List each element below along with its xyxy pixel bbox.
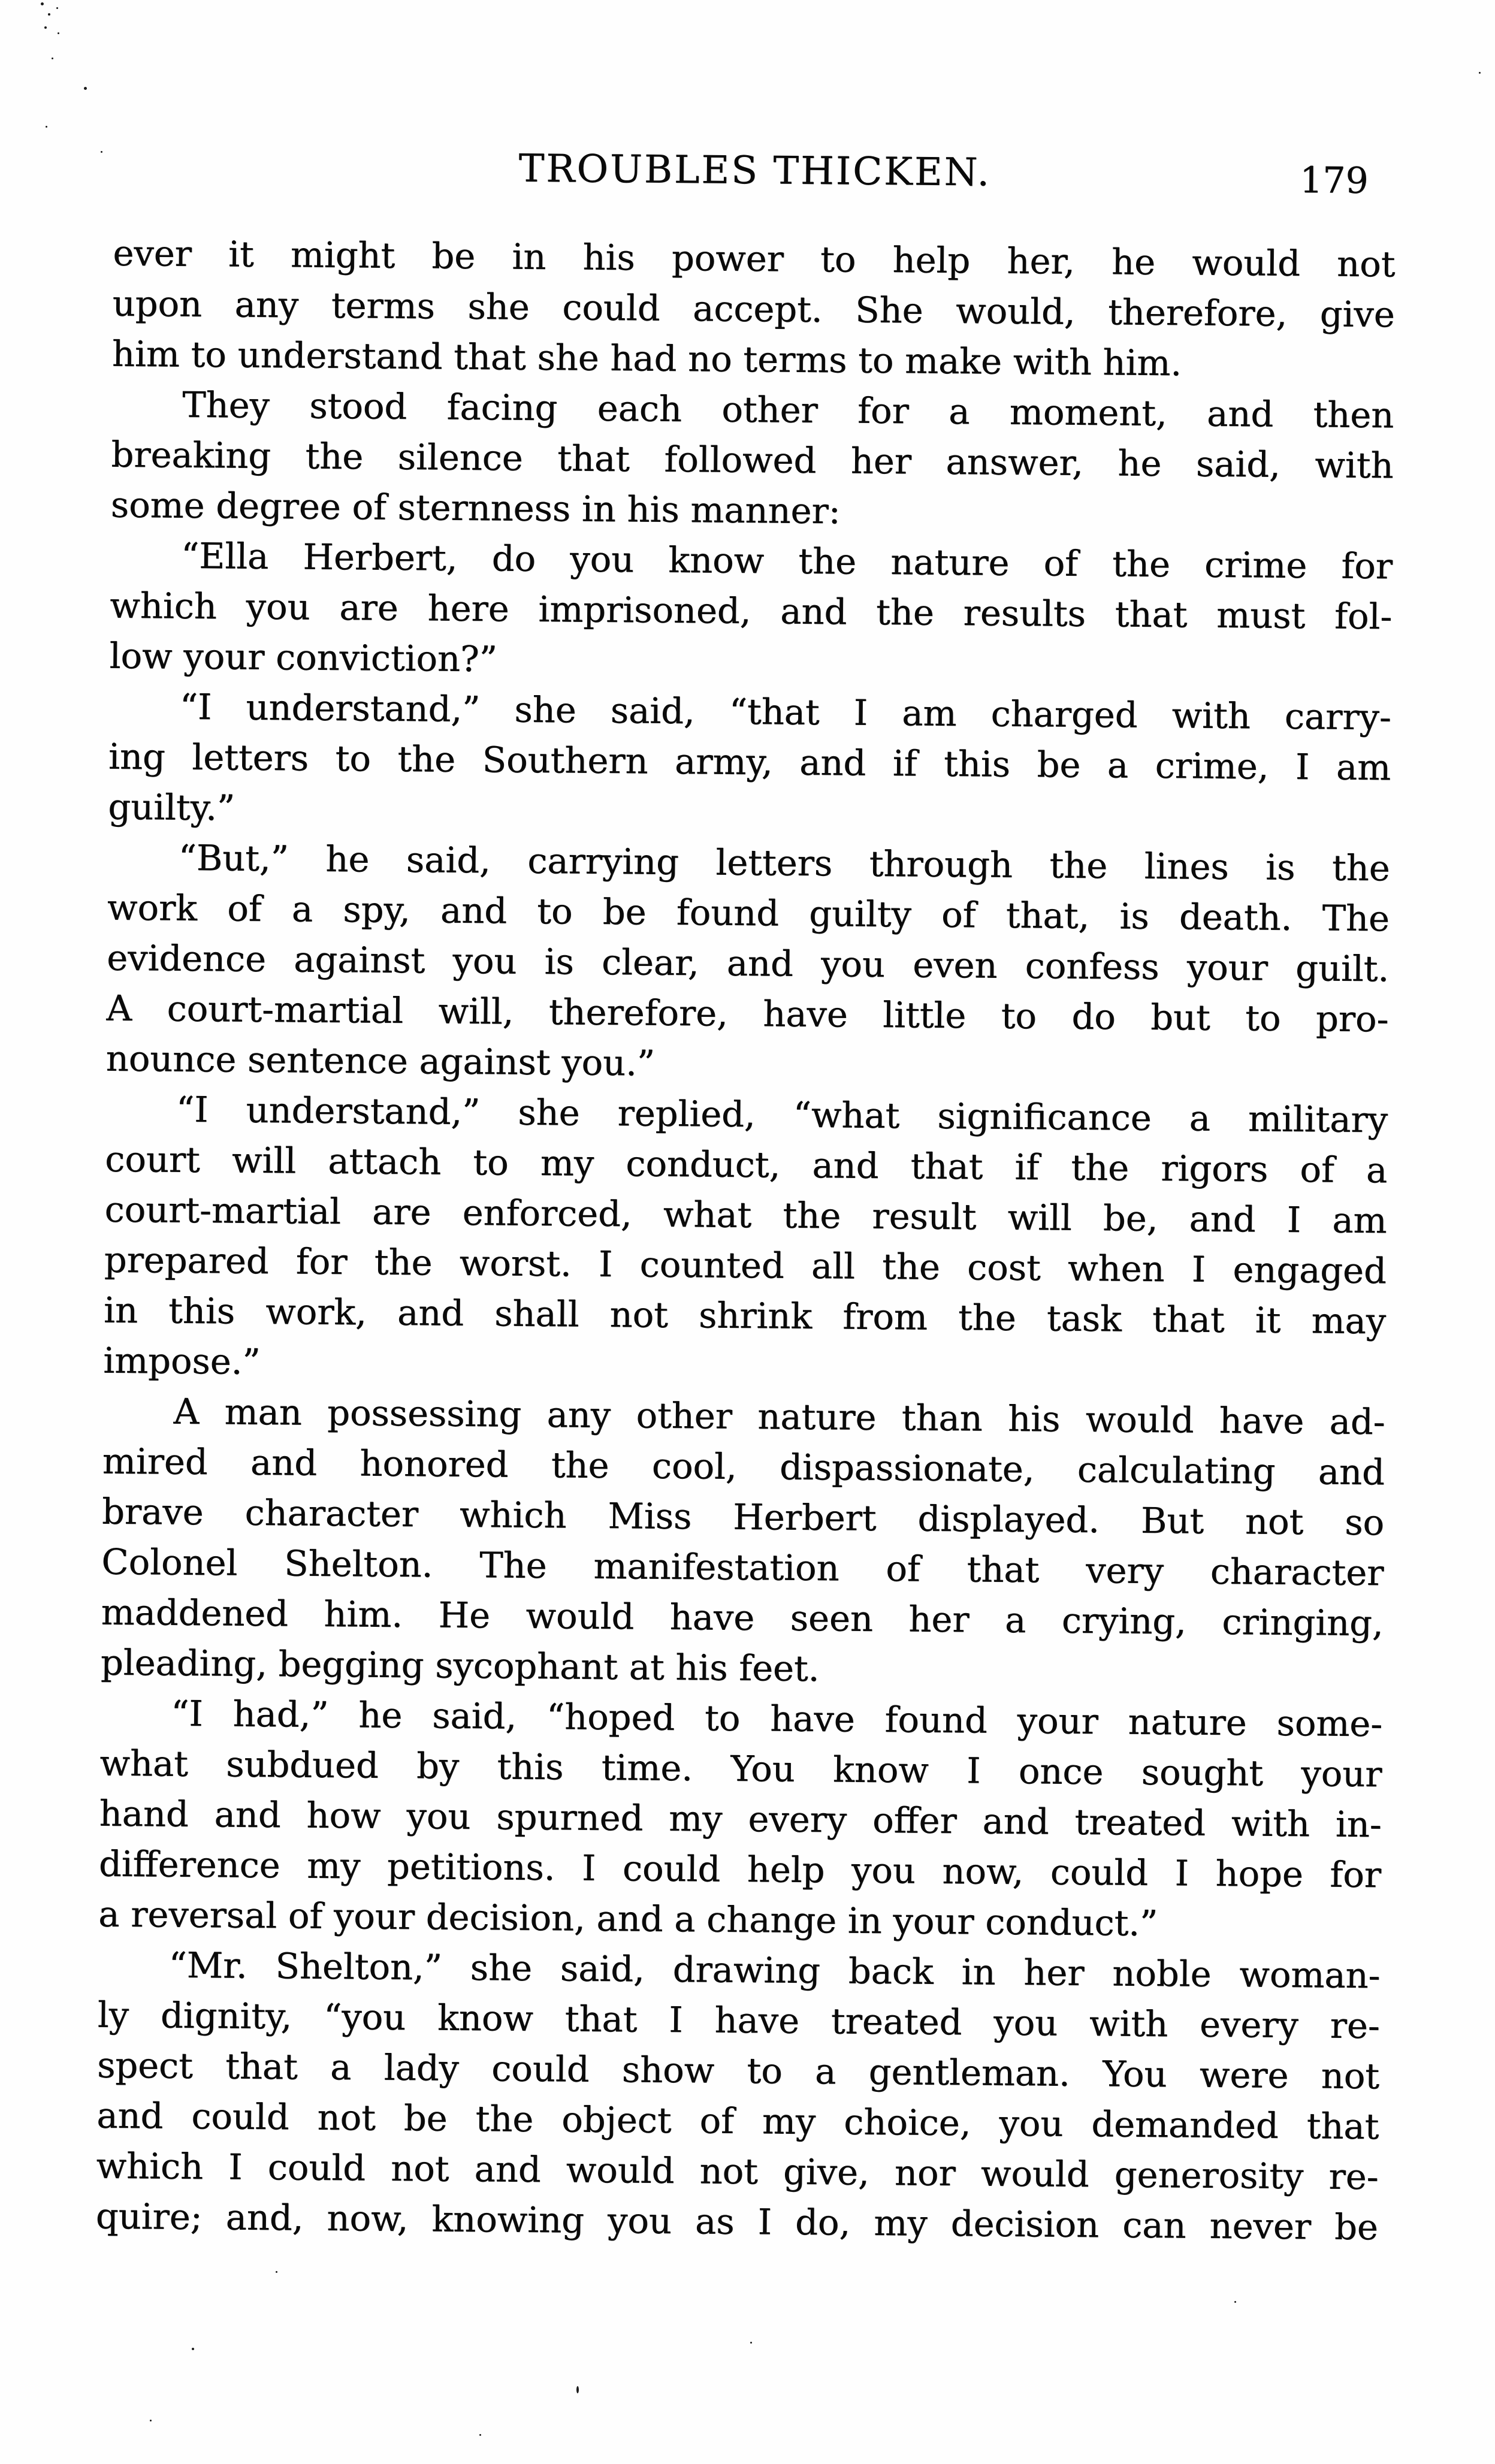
ink-speck (192, 2348, 194, 2350)
text-line: “I had,” he said, “hoped to have found your nature some- (170, 1692, 1383, 1745)
ink-speck (58, 32, 59, 34)
text-line: difference my petitions. I could help you now, could I hope for (98, 1843, 1382, 1896)
paragraph (101, 1386, 1385, 1699)
ink-speck (479, 2434, 481, 2436)
ink-speck (52, 58, 53, 59)
paragraph (105, 832, 1390, 1095)
text-line: prepared for the worst. I counted all the cost when I engaged (104, 1239, 1387, 1292)
text-line: work of a spy, and to be found guilty of that, is death. The (107, 886, 1390, 940)
text-line: They stood facing each other for a moment, and then (182, 384, 1394, 436)
text-line: in this work, and shall not shrink from the task that it may (103, 1289, 1387, 1342)
text-line: ever it might be in his power to help her, he would not (113, 232, 1396, 285)
text-line: brave character which Miss Herbert displayed. But not so (101, 1490, 1385, 1544)
paragraph (109, 530, 1393, 693)
ink-speck (1479, 72, 1481, 74)
ink-speck (276, 2271, 277, 2273)
text-block (95, 228, 1395, 2253)
text-line: him to understand that she had no terms to make with him. (111, 333, 1182, 384)
text-line: a reversal of your decision, and a change in your conduct.” (98, 1893, 1158, 1944)
text-line: breaking the silence that followed her answer, he said, with (111, 433, 1394, 487)
text-line: ing letters to the Southern army, and if this be a crime, I am (108, 735, 1391, 789)
text-line: court will attach to my conduct, and that if the rigors of a (104, 1138, 1388, 1191)
paragraph (112, 228, 1396, 391)
ink-speck (44, 26, 47, 29)
ink-speck (750, 2342, 752, 2344)
text-line: which I could not and would not give, nor would generosity re- (96, 2145, 1379, 2198)
ink-speck (46, 126, 47, 128)
ink-speck (150, 2420, 152, 2421)
chapter-title: TROUBLES THICKEN. (518, 146, 992, 195)
text-line: A court-martial will, therefore, have little to do but to pro- (106, 987, 1389, 1040)
text-line: “I understand,” she said, “that I am charged with carry- (179, 686, 1392, 738)
ink-speck (84, 87, 87, 90)
text-line: which you are here imprisoned, and the results that must fol- (109, 584, 1393, 638)
paragraph (98, 1688, 1383, 1951)
text-line: pleading, begging sycophant at his feet. (100, 1641, 820, 1690)
text-line: “But,” he said, carrying letters through the lines is the (178, 837, 1390, 889)
running-header (113, 142, 1396, 200)
text-line: court-martial are enforced, what the result will be, and I am (104, 1188, 1387, 1242)
text-line: mired and honored the cool, dispassionate, calculating and (102, 1440, 1385, 1493)
ink-speck (48, 13, 50, 16)
text-line: and could not be the object of my choice, you demanded that (96, 2094, 1379, 2148)
paragraph (110, 379, 1394, 542)
text-line: “Mr. Shelton,” she said, drawing back in her noble woman- (168, 1944, 1381, 1997)
paragraph (108, 681, 1391, 844)
text-line: what subdued by this time. You know I once sought your (99, 1742, 1382, 1795)
ink-speck (56, 7, 58, 9)
paragraph (95, 1940, 1380, 2253)
text-line: maddened him. He would have seen her a crying, cringing, (101, 1591, 1384, 1644)
text-line: Colonel Shelton. The manifestation of that very character (101, 1541, 1384, 1594)
text-line: low your conviction?” (109, 635, 497, 680)
text-line: hand and how you spurned my every offer and treated with in- (99, 1792, 1382, 1846)
text-line: “I understand,” she replied, “what significance a military (176, 1088, 1388, 1141)
text-line: some degree of sternness in his manner: (110, 484, 841, 532)
text-line: spect that a lady could show to a gentleman. You were not (96, 2044, 1380, 2097)
text-line: upon any terms she could accept. She would, therefore, give (112, 282, 1395, 336)
text-line: quire; and, now, knowing you as I do, my decision can never be (95, 2195, 1379, 2248)
text-line: ly dignity, “you know that I have treated you with every re- (97, 1994, 1380, 2047)
ink-speck (576, 2386, 579, 2393)
ink-speck (41, 2, 44, 5)
text-line: impose.” (102, 1339, 261, 1382)
ink-speck (1234, 2301, 1236, 2303)
page-content (95, 142, 1396, 2253)
page-number: 179 (1299, 159, 1369, 202)
ink-speck (101, 151, 102, 153)
text-line: guilty.” (108, 786, 235, 829)
text-line: evidence against you is clear, and you even confess your guilt. (106, 937, 1390, 990)
text-line: A man possessing any other nature than his would have ad- (173, 1390, 1385, 1443)
text-line: “Ella Herbert, do you know the nature of the crime for (180, 535, 1393, 587)
text-line: nounce sentence against you.” (105, 1037, 656, 1084)
paragraph (103, 1084, 1388, 1397)
